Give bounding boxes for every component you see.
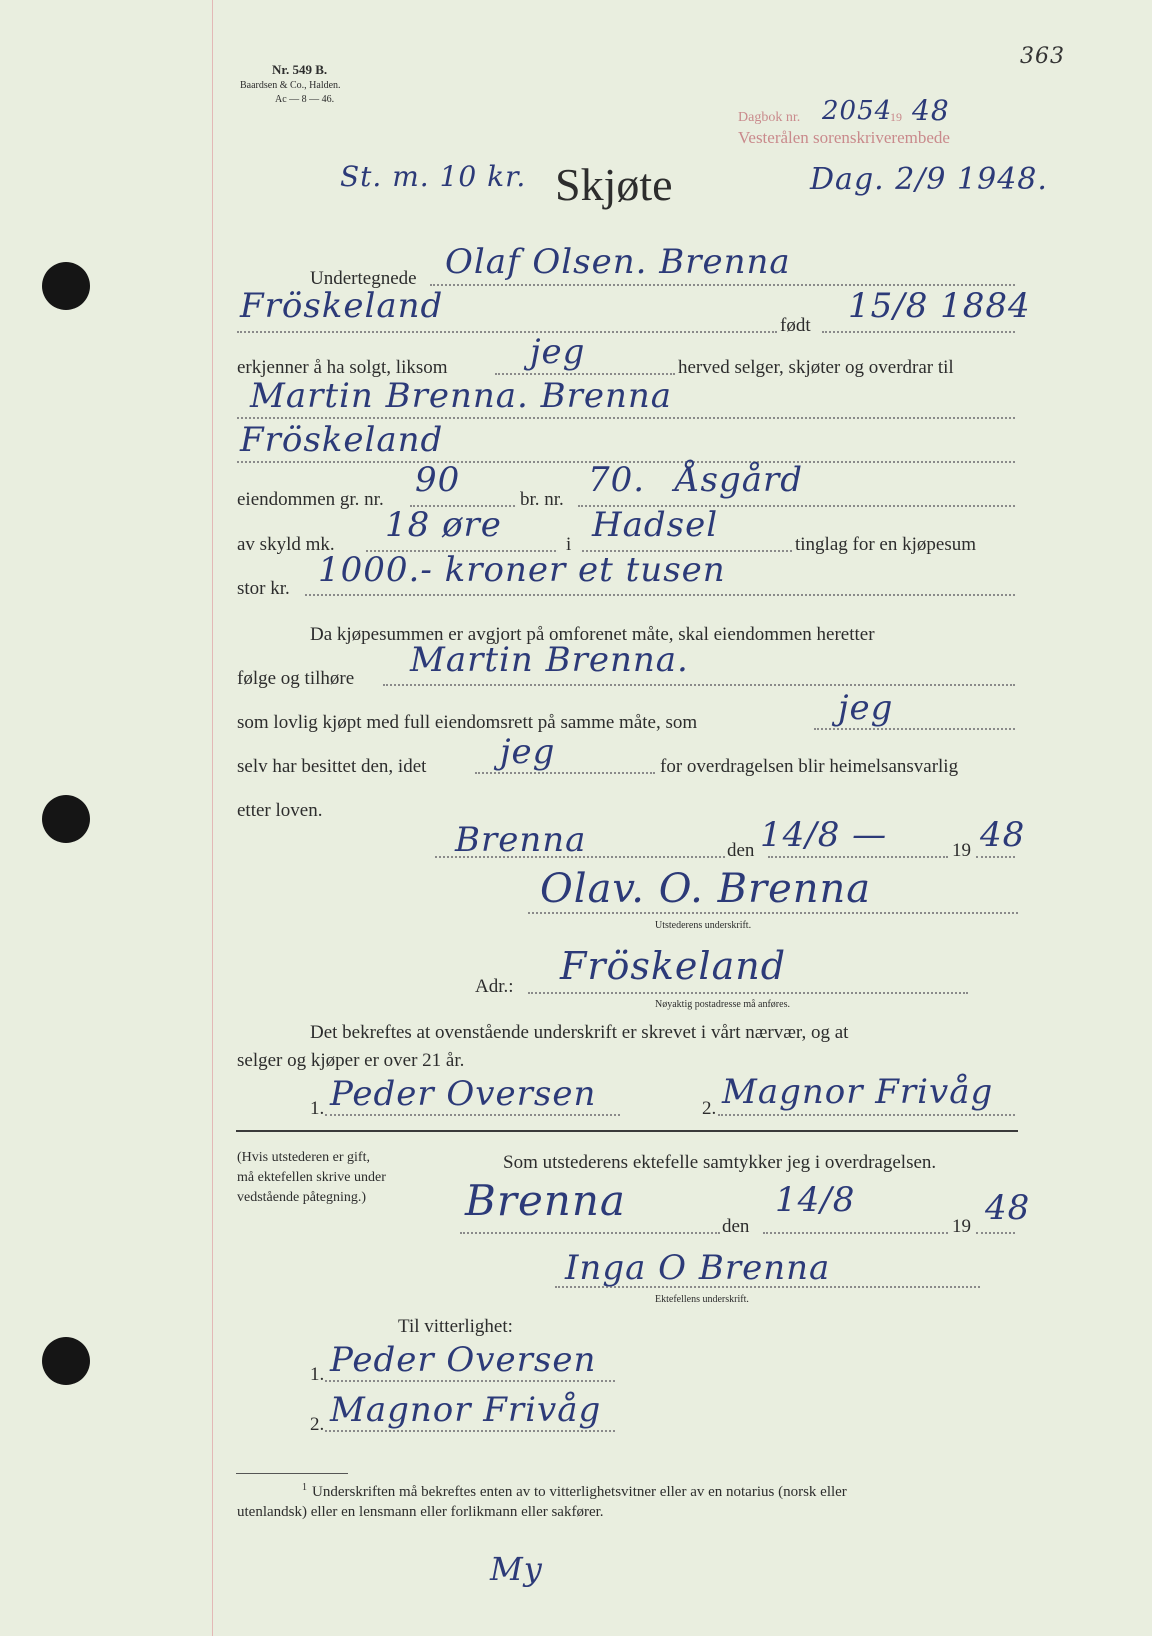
clause-name-line	[383, 684, 1015, 686]
certify-witness-2: Magnor Frivåg	[722, 1072, 994, 1112]
witness-2-number: 2.	[310, 1414, 325, 1435]
signature-line	[528, 912, 1018, 914]
form-code: Nr. 549 B.	[272, 62, 328, 77]
certify-witness-2-number: 2.	[702, 1098, 717, 1119]
form-date: Ac — 8 — 46.	[275, 94, 335, 105]
clause-line-3: som lovlig kjøpt med full eiendomsrett på samme måte, som	[237, 712, 698, 733]
price-label: stor kr.	[237, 578, 290, 599]
sale-pronoun: jeg	[530, 332, 586, 372]
certify-line-2: selger og kjøper er over 21 år.	[237, 1050, 465, 1071]
clause-line-4-post: for overdragelsen blir heimelsansvarlig	[660, 756, 959, 777]
clause-pronoun-1: jeg	[838, 688, 894, 728]
signature-caption: Utstederens underskrift.	[655, 920, 752, 931]
sign-date-line	[768, 856, 948, 858]
certify-witness-2-line	[718, 1114, 1015, 1116]
skyld-value: 18 øre	[385, 505, 502, 545]
spouse-date: 14/8	[775, 1180, 856, 1220]
spouse-year-line	[976, 1232, 1015, 1234]
seller-born: 15/8 1884	[848, 286, 1031, 326]
spouse-consent: Som utstederens ektefelle samtykker jeg i overdragelsen.	[503, 1152, 937, 1173]
margin-rule	[212, 0, 213, 1636]
buyer-place: Fröskeland	[240, 420, 444, 460]
spouse-year: 48	[985, 1188, 1031, 1228]
stamp-century: 19	[890, 110, 902, 124]
sign-year-line	[976, 856, 1015, 858]
tinglag-label: tinglag for en kjøpesum	[795, 534, 976, 555]
born-label: født	[780, 315, 811, 336]
witness-1-number: 1.	[310, 1364, 325, 1385]
spouse-den: den	[722, 1216, 750, 1237]
sale-text-post: herved selger, skjøter og overdrar til	[678, 357, 954, 378]
seller-place: Fröskeland	[240, 286, 444, 326]
footnote-rule	[236, 1473, 348, 1474]
address-label: Adr.:	[475, 976, 514, 997]
section-divider	[236, 1130, 1018, 1132]
spouse-signature: Inga O Brenna	[565, 1248, 831, 1288]
witness-1-line	[325, 1380, 615, 1382]
sign-den: den	[727, 840, 755, 861]
buyer-line	[237, 417, 1015, 419]
stamp-office: Vesterålen sorenskriverembede	[738, 128, 950, 147]
page-number: 363	[1020, 44, 1065, 69]
clause-pron-line	[814, 728, 1015, 730]
clause-buyer-name: Martin Brenna.	[410, 640, 689, 680]
clause-line-2: følge og tilhøre	[237, 668, 355, 689]
punch-hole	[42, 1337, 90, 1385]
gnr-value: 90	[415, 460, 461, 500]
seller-label: Undertegnede	[310, 268, 417, 289]
form-printer: Baardsen & Co., Halden.	[240, 80, 341, 91]
sign-place: Brenna	[455, 820, 587, 860]
farm-name: Åsgård	[675, 460, 804, 500]
born-line	[822, 331, 1015, 333]
spouse-note-2: må ektefellen skrive under	[237, 1170, 386, 1185]
certify-witness-1-number: 1.	[310, 1098, 325, 1119]
footnote-line-2: utenlandsk) eller en lensmann eller forlikmann eller sakfører.	[237, 1504, 604, 1520]
seller-name: Olaf Olsen. Brenna	[445, 242, 791, 282]
buyer-name: Martin Brenna. Brenna	[250, 376, 673, 416]
in-label: i	[566, 534, 572, 555]
fee-note: St. m. 10 kr.	[340, 160, 527, 193]
spouse-place-line	[460, 1232, 720, 1234]
spouse-note-1: (Hvis utstederen er gift,	[237, 1150, 370, 1165]
issuer-address: Fröskeland	[560, 944, 787, 988]
witness-label: Til vitterlighet:	[398, 1316, 513, 1337]
witness-1: Peder Oversen	[330, 1340, 597, 1380]
spouse-signature-caption: Ektefellens underskrift.	[655, 1294, 749, 1305]
certify-line-1: Det bekreftes at ovenstående underskrift er skrevet i vårt nærvær, og at	[310, 1022, 849, 1043]
seller-place-line	[237, 331, 777, 333]
sign-date: 14/8 —	[760, 815, 888, 855]
stamp-prefix: Dagbok nr.	[738, 110, 801, 125]
sale-text-pre: erkjenner å ha solgt, liksom	[237, 357, 448, 378]
address-caption: Nøyaktig postadresse må anføres.	[655, 999, 790, 1010]
spouse-place: Brenna	[465, 1176, 626, 1225]
gnr-label: eiendommen gr. nr.	[237, 489, 384, 510]
skyld-label: av skyld mk.	[237, 534, 335, 555]
spouse-century: 19	[952, 1216, 971, 1237]
stamp-year: 48	[912, 94, 950, 127]
spouse-note-3: vedstående påtegning.)	[237, 1190, 367, 1205]
sign-century: 19	[952, 840, 971, 861]
certify-witness-1: Peder Oversen	[330, 1074, 597, 1114]
issuer-signature: Olav. O. Brenna	[540, 866, 872, 912]
footnote-marker: 1	[302, 1482, 307, 1493]
clause-line-5: etter loven.	[237, 800, 323, 821]
certify-witness-1-line	[325, 1114, 620, 1116]
price-line	[305, 594, 1015, 596]
kommune-value: Hadsel	[592, 505, 719, 545]
witness-2-line	[325, 1430, 615, 1432]
spouse-date-line	[763, 1232, 948, 1234]
clause-line-4: selv har besittet den, idet	[237, 756, 427, 777]
bnr-value: 70.	[588, 460, 646, 500]
address-line	[528, 992, 968, 994]
footnote-line-1: Underskriften må bekreftes enten av to vitterlighetsvitner eller av en notarius (norsk eller	[312, 1484, 847, 1500]
sale-pronoun-line	[495, 373, 675, 375]
sign-year: 48	[980, 815, 1026, 855]
stamp-number: 2054	[822, 96, 893, 126]
clause-line-1: Da kjøpesummen er avgjort på omforenet måte, skal eiendommen heretter	[310, 624, 875, 645]
witness-2: Magnor Frivåg	[330, 1390, 602, 1430]
document-title: Skjøte	[555, 159, 673, 210]
registration-date-note: Dag. 2/9 1948.	[810, 162, 1048, 197]
clerk-initials: My	[490, 1550, 543, 1588]
clause-pron2-line	[475, 772, 655, 774]
punch-hole	[42, 795, 90, 843]
bnr-label: br. nr.	[520, 489, 564, 510]
price-value: 1000.- kroner et tusen	[318, 550, 726, 590]
clause-pronoun-2: jeg	[500, 732, 556, 772]
punch-hole	[42, 262, 90, 310]
